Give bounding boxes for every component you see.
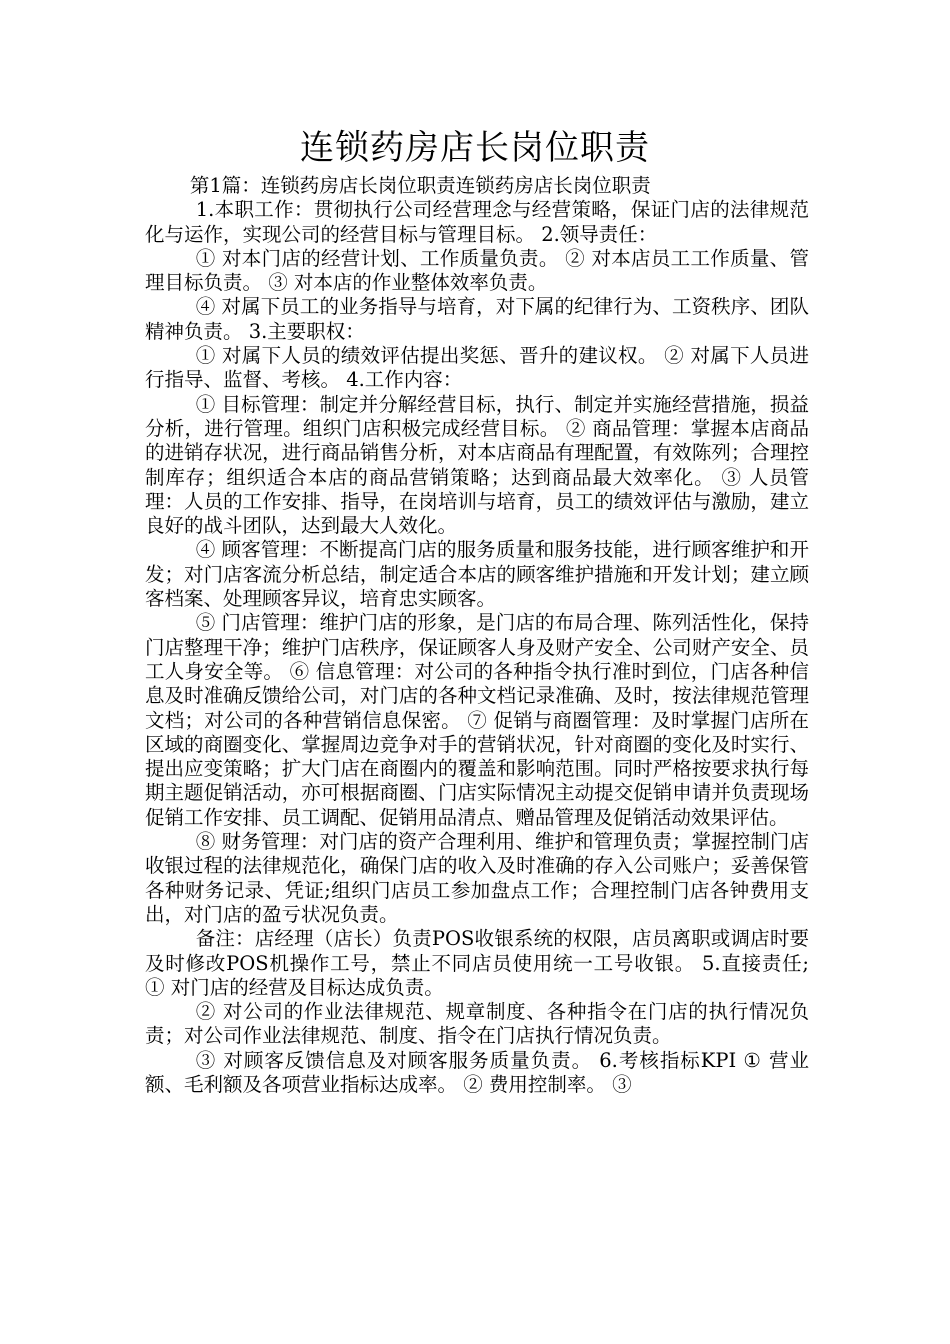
paragraph-3: ① 对本门店的经营计划、工作质量负责。 ② 对本店员工工作质量、管理目标负责。 ③ 对本店的作业整体效率负责。 bbox=[145, 246, 809, 295]
paragraph-2: 1.本职工作：贯彻执行公司经营理念与经营策略，保证门店的法律规范化与运作，实现公司的经营目标与管理目标。 2.领导责任： bbox=[145, 198, 809, 246]
document-body bbox=[145, 174, 809, 1097]
paragraph-5: ① 对属下人员的绩效评估提出奖惩、晋升的建议权。 ② 对属下人员进行指导、监督、考核。 4.工作内容： bbox=[145, 344, 809, 392]
paragraph-11: ② 对公司的作业法律规范、规章制度、各种指令在门店的执行情况负责；对公司作业法律规范、制度、指令在门店执行情况负责。 bbox=[145, 1000, 809, 1048]
paragraph-4: ④ 对属下员工的业务指导与培育，对下属的纪律行为、工资秩序、团队精神负责。 3.主要职权： bbox=[145, 295, 809, 343]
paragraph-10: 备注：店经理（店长）负责POS收银系统的权限，店员离职或调店时要及时修改POS机操作工号，禁止不同店员使用统一工号收银。 5.直接责任; ① 对门店的经营及目标达成负责。 bbox=[145, 927, 809, 999]
document-title: 连锁药房店长岗位职责 bbox=[300, 128, 650, 168]
paragraph-7: ④ 顾客管理：不断提高门店的服务质量和服务技能，进行顾客维护和开发；对门店客流分析总结，制定适合本店的顾客维护措施和开发计划；建立顾客档案、处理顾客异议，培育忠实顾客。 bbox=[145, 538, 809, 611]
paragraph-6: ① 目标管理：制定并分解经营目标，执行、制定并实施经营措施，损益分析，进行管理。组织门店积极完成经营目标。 ② 商品管理：掌握本店商品的进销存状况，进行商品销售分析，对本店商品有理配置，有效陈列；合理控制库存；组织适合本店的商品营销策略；达到商品最大效率化。 ③ 人员管理：人员的工作安排、指导，在岗培训与培育，员工的绩效评估与激励，建立良好的战斗团队，达到最大人效化。 bbox=[145, 392, 809, 538]
paragraph-8: ⑤ 门店管理：维护门店的形象，是门店的布局合理、陈列活性化，保持门店整理干净；维护门店秩序，保证顾客人身及财产安全、公司财产安全、员工人身安全等。 ⑥ 信息管理：对公司的各种指令执行准时到位，门店各种信息及时准确反馈给公司，对门店的各种文档记录准确、及时，按法律规范管理文档；对公司的各种营销信息保密。 ⑦ 促销与商圈管理：及时掌握门店所在区域的商圈变化、掌握周边竞争对手的营销状况，针对商圈的变化及时实行、提出应变策略；扩大门店在商圈内的覆盖和影响范围。同时严格按要求执行每期主题促销活动，亦可根据商圈、门店实际情况主动提交促销申请并负责现场促销工作安排、员工调配、促销用品清点、赠品管理及促销活动效果评估。 bbox=[145, 611, 809, 829]
paragraph-9: ⑧ 财务管理：对门店的资产合理利用、维护和管理负责；掌握控制门店收银过程的法律规范化，确保门店的收入及时准确的存入公司账户；妥善保管各种财务记录、凭证;组织门店员工参加盘点工作；合理控制门店各钟费用支出，对门店的盈亏状况负责。 bbox=[145, 830, 809, 926]
paragraph-1: 第1篇：连锁药房店长岗位职责连锁药房店长岗位职责 bbox=[189, 174, 651, 197]
paragraph-12: ③ 对顾客反馈信息及对顾客服务质量负责。 6.考核指标KPI ① 营业额、毛利额及各项营业指标达成率。 ② 费用控制率。 ③ bbox=[145, 1048, 809, 1096]
